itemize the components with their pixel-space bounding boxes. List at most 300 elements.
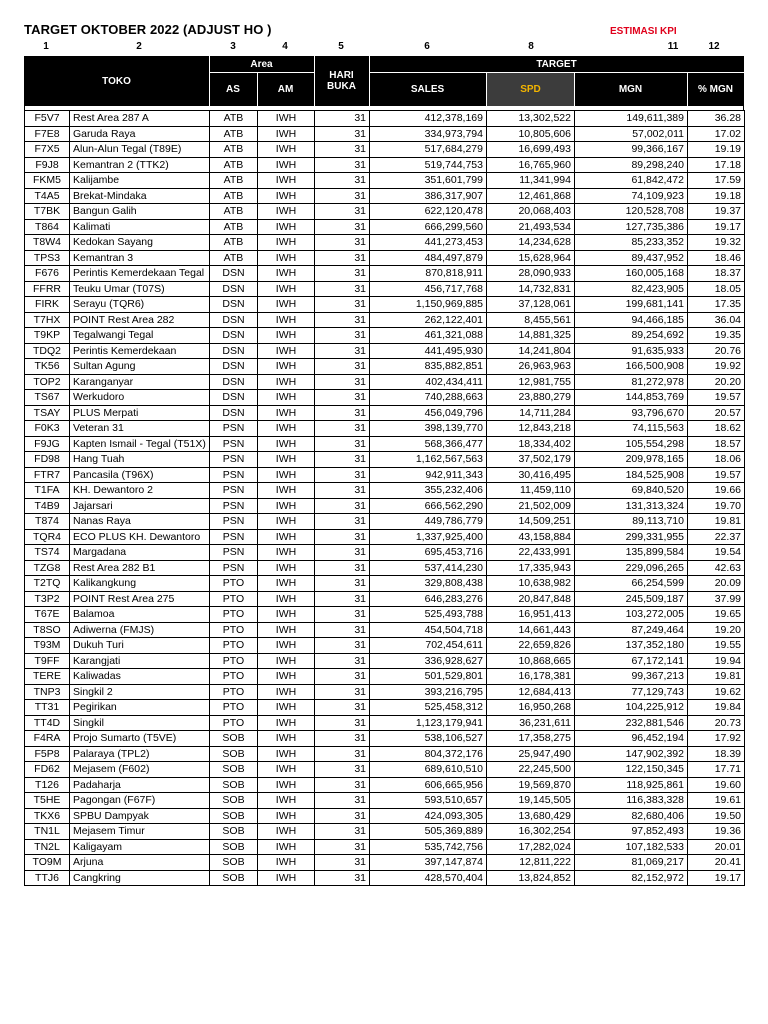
target-mgn: 149,611,389 <box>575 111 688 127</box>
target-pct-mgn: 18.37 <box>688 266 745 282</box>
store-name: Karangjati <box>70 653 210 669</box>
kpi-estimate-label: ESTIMASI KPI <box>610 26 677 37</box>
target-sales: 484,497,879 <box>370 250 487 266</box>
area-am: IWH <box>258 250 315 266</box>
target-spd: 22,659,826 <box>487 638 575 654</box>
target-pct-mgn: 19.81 <box>688 514 745 530</box>
table-row <box>25 498 745 514</box>
target-sales: 454,504,718 <box>370 622 487 638</box>
target-sales: 397,147,874 <box>370 855 487 871</box>
target-pct-mgn: 17.59 <box>688 173 745 189</box>
target-pct-mgn: 18.06 <box>688 452 745 468</box>
store-name: Brekat-Mindaka <box>70 188 210 204</box>
area-am: IWH <box>258 219 315 235</box>
target-spd: 16,950,268 <box>487 700 575 716</box>
store-code: T7HX <box>25 312 70 328</box>
target-mgn: 85,233,352 <box>575 235 688 251</box>
target-mgn: 81,069,217 <box>575 855 688 871</box>
area-am: IWH <box>258 839 315 855</box>
days-open: 31 <box>315 653 370 669</box>
table-row <box>25 343 745 359</box>
store-code: TQR4 <box>25 529 70 545</box>
header-divider <box>314 56 315 106</box>
target-sales: 393,216,795 <box>370 684 487 700</box>
target-sales: 689,610,510 <box>370 762 487 778</box>
table-row <box>25 142 745 158</box>
days-open: 31 <box>315 545 370 561</box>
target-spd: 14,711,284 <box>487 405 575 421</box>
table-row <box>25 483 745 499</box>
target-mgn: 89,113,710 <box>575 514 688 530</box>
area-am: IWH <box>258 746 315 762</box>
header-divider <box>257 72 258 106</box>
target-pct-mgn: 37.99 <box>688 591 745 607</box>
target-sales: 835,882,851 <box>370 359 487 375</box>
header-hari-buka-line1: HARI <box>329 70 354 81</box>
area-am: IWH <box>258 715 315 731</box>
target-mgn: 94,466,185 <box>575 312 688 328</box>
target-mgn: 99,367,213 <box>575 669 688 685</box>
target-pct-mgn: 22.37 <box>688 529 745 545</box>
store-name: Alun-Alun Tegal (T89E) <box>70 142 210 158</box>
table-row <box>25 126 745 142</box>
target-spd: 12,981,755 <box>487 374 575 390</box>
days-open: 31 <box>315 173 370 189</box>
days-open: 31 <box>315 312 370 328</box>
area-am: IWH <box>258 126 315 142</box>
table-row <box>25 793 745 809</box>
table-row <box>25 297 745 313</box>
target-pct-mgn: 19.61 <box>688 793 745 809</box>
days-open: 31 <box>315 855 370 871</box>
store-name: POINT Rest Area 275 <box>70 591 210 607</box>
area-as: SOB <box>210 824 258 840</box>
target-sales: 501,529,801 <box>370 669 487 685</box>
store-code: T93M <box>25 638 70 654</box>
area-as: PSN <box>210 467 258 483</box>
target-pct-mgn: 20.57 <box>688 405 745 421</box>
store-name: Padaharja <box>70 777 210 793</box>
days-open: 31 <box>315 684 370 700</box>
days-open: 31 <box>315 467 370 483</box>
days-open: 31 <box>315 390 370 406</box>
target-spd: 16,178,381 <box>487 669 575 685</box>
area-am: IWH <box>258 343 315 359</box>
target-pct-mgn: 19.65 <box>688 607 745 623</box>
target-pct-mgn: 17.02 <box>688 126 745 142</box>
target-pct-mgn: 19.37 <box>688 204 745 220</box>
days-open: 31 <box>315 405 370 421</box>
area-am: IWH <box>258 514 315 530</box>
target-mgn: 122,150,345 <box>575 762 688 778</box>
store-name: Perintis Kemerdekaan Tegal <box>70 266 210 282</box>
days-open: 31 <box>315 204 370 220</box>
column-number: 2 <box>136 41 142 52</box>
target-mgn: 137,352,180 <box>575 638 688 654</box>
store-name: Arjuna <box>70 855 210 871</box>
days-open: 31 <box>315 731 370 747</box>
area-am: IWH <box>258 111 315 127</box>
target-pct-mgn: 19.92 <box>688 359 745 375</box>
area-as: PSN <box>210 560 258 576</box>
area-as: PTO <box>210 684 258 700</box>
target-sales: 1,337,925,400 <box>370 529 487 545</box>
target-pct-mgn: 19.17 <box>688 870 745 886</box>
area-as: DSN <box>210 281 258 297</box>
days-open: 31 <box>315 622 370 638</box>
store-name: Hang Tuah <box>70 452 210 468</box>
target-spd: 12,811,222 <box>487 855 575 871</box>
target-pct-mgn: 20.20 <box>688 374 745 390</box>
target-pct-mgn: 19.84 <box>688 700 745 716</box>
store-code: F676 <box>25 266 70 282</box>
area-as: SOB <box>210 793 258 809</box>
table-row <box>25 576 745 592</box>
target-spd: 13,302,522 <box>487 111 575 127</box>
target-mgn: 87,249,464 <box>575 622 688 638</box>
store-name: Tegalwangi Tegal <box>70 328 210 344</box>
table-row <box>25 622 745 638</box>
header-spd: SPD <box>487 73 574 106</box>
table-row <box>25 281 745 297</box>
area-am: IWH <box>258 157 315 173</box>
store-name: Teuku Umar (T07S) <box>70 281 210 297</box>
table-row <box>25 219 745 235</box>
area-as: PSN <box>210 436 258 452</box>
area-as: PTO <box>210 607 258 623</box>
target-sales: 424,093,305 <box>370 808 487 824</box>
target-sales: 519,744,753 <box>370 157 487 173</box>
store-name: Singkil <box>70 715 210 731</box>
store-name: ECO PLUS KH. Dewantoro <box>70 529 210 545</box>
days-open: 31 <box>315 576 370 592</box>
target-pct-mgn: 19.36 <box>688 824 745 840</box>
target-sales: 336,928,627 <box>370 653 487 669</box>
area-as: ATB <box>210 219 258 235</box>
target-spd: 13,824,852 <box>487 870 575 886</box>
area-as: PSN <box>210 421 258 437</box>
store-code: F7E8 <box>25 126 70 142</box>
area-as: ATB <box>210 111 258 127</box>
target-sales: 412,378,169 <box>370 111 487 127</box>
target-sales: 386,317,907 <box>370 188 487 204</box>
table-row <box>25 374 745 390</box>
column-number: 6 <box>424 41 430 52</box>
target-sales: 606,665,956 <box>370 777 487 793</box>
target-mgn: 127,735,386 <box>575 219 688 235</box>
store-name: Serayu (TQR6) <box>70 297 210 313</box>
area-as: PSN <box>210 529 258 545</box>
sheet-title: TARGET OKTOBER 2022 (ADJUST HO ) <box>24 22 272 37</box>
header-hari-buka-line2: BUKA <box>327 81 356 92</box>
table-row <box>25 669 745 685</box>
target-pct-mgn: 19.94 <box>688 653 745 669</box>
table-row <box>25 762 745 778</box>
target-sales: 537,414,230 <box>370 560 487 576</box>
target-mgn: 61,842,472 <box>575 173 688 189</box>
target-pct-mgn: 20.73 <box>688 715 745 731</box>
target-sales: 695,453,716 <box>370 545 487 561</box>
area-as: PTO <box>210 638 258 654</box>
target-sales: 622,120,478 <box>370 204 487 220</box>
store-name: Kemantran 3 <box>70 250 210 266</box>
target-mgn: 107,182,533 <box>575 839 688 855</box>
days-open: 31 <box>315 219 370 235</box>
store-code: T864 <box>25 219 70 235</box>
target-pct-mgn: 17.71 <box>688 762 745 778</box>
header-hari-buka <box>314 56 369 106</box>
area-as: SOB <box>210 870 258 886</box>
store-name: Jajarsari <box>70 498 210 514</box>
days-open: 31 <box>315 266 370 282</box>
target-sales: 1,150,969,885 <box>370 297 487 313</box>
area-am: IWH <box>258 359 315 375</box>
target-pct-mgn: 18.46 <box>688 250 745 266</box>
header-area: Area <box>250 58 273 70</box>
days-open: 31 <box>315 483 370 499</box>
target-pct-mgn: 18.62 <box>688 421 745 437</box>
table-row <box>25 111 745 127</box>
header-divider <box>209 56 210 106</box>
days-open: 31 <box>315 126 370 142</box>
target-spd: 11,459,110 <box>487 483 575 499</box>
target-mgn: 82,680,406 <box>575 808 688 824</box>
area-as: PTO <box>210 715 258 731</box>
store-code: T2TQ <box>25 576 70 592</box>
area-am: IWH <box>258 545 315 561</box>
target-spd: 17,358,275 <box>487 731 575 747</box>
store-code: TPS3 <box>25 250 70 266</box>
target-sales: 740,288,663 <box>370 390 487 406</box>
area-as: ATB <box>210 157 258 173</box>
target-pct-mgn: 19.18 <box>688 188 745 204</box>
table-row <box>25 421 745 437</box>
target-pct-mgn: 19.20 <box>688 622 745 638</box>
store-name: Palaraya (TPL2) <box>70 746 210 762</box>
store-code: F9JG <box>25 436 70 452</box>
target-mgn: 209,978,165 <box>575 452 688 468</box>
table-row <box>25 359 745 375</box>
store-code: TDQ2 <box>25 343 70 359</box>
area-as: SOB <box>210 839 258 855</box>
area-am: IWH <box>258 405 315 421</box>
target-pct-mgn: 20.76 <box>688 343 745 359</box>
store-name: Kemantran 2 (TTK2) <box>70 157 210 173</box>
store-name: Kalikangkung <box>70 576 210 592</box>
target-pct-mgn: 18.05 <box>688 281 745 297</box>
header-target: TARGET <box>536 58 577 70</box>
store-name: Rest Area 282 B1 <box>70 560 210 576</box>
target-pct-mgn: 19.81 <box>688 669 745 685</box>
target-mgn: 104,225,912 <box>575 700 688 716</box>
table-row <box>25 607 745 623</box>
target-spd: 13,680,429 <box>487 808 575 824</box>
table-header <box>24 56 744 106</box>
days-open: 31 <box>315 638 370 654</box>
target-spd: 22,245,500 <box>487 762 575 778</box>
table-row <box>25 188 745 204</box>
area-as: DSN <box>210 312 258 328</box>
target-mgn: 135,899,584 <box>575 545 688 561</box>
days-open: 31 <box>315 436 370 452</box>
target-spd: 22,433,991 <box>487 545 575 561</box>
area-am: IWH <box>258 297 315 313</box>
target-pct-mgn: 20.01 <box>688 839 745 855</box>
store-name: Veteran 31 <box>70 421 210 437</box>
target-spd: 28,090,933 <box>487 266 575 282</box>
target-mgn: 93,796,670 <box>575 405 688 421</box>
table-row <box>25 514 745 530</box>
header-sales: SALES <box>410 84 445 95</box>
area-am: IWH <box>258 700 315 716</box>
area-am: IWH <box>258 762 315 778</box>
store-code: FKM5 <box>25 173 70 189</box>
target-pct-mgn: 19.19 <box>688 142 745 158</box>
target-spd: 10,868,665 <box>487 653 575 669</box>
area-am: IWH <box>258 638 315 654</box>
area-am: IWH <box>258 312 315 328</box>
header-divider <box>369 56 370 106</box>
store-name: Kedokan Sayang <box>70 235 210 251</box>
table-row <box>25 328 745 344</box>
target-spd: 16,951,413 <box>487 607 575 623</box>
target-spd: 30,416,495 <box>487 467 575 483</box>
target-spd: 17,335,943 <box>487 560 575 576</box>
target-spd: 21,493,534 <box>487 219 575 235</box>
area-as: SOB <box>210 746 258 762</box>
table-body <box>25 111 745 886</box>
days-open: 31 <box>315 591 370 607</box>
target-pct-mgn: 19.66 <box>688 483 745 499</box>
target-sales: 1,162,567,563 <box>370 452 487 468</box>
area-as: ATB <box>210 204 258 220</box>
table-row <box>25 839 745 855</box>
target-spd: 10,638,982 <box>487 576 575 592</box>
days-open: 31 <box>315 452 370 468</box>
area-as: PTO <box>210 576 258 592</box>
column-number: 11 <box>667 41 679 52</box>
area-am: IWH <box>258 452 315 468</box>
target-spd: 19,145,505 <box>487 793 575 809</box>
target-pct-mgn: 19.57 <box>688 390 745 406</box>
target-mgn: 91,635,933 <box>575 343 688 359</box>
area-as: PSN <box>210 452 258 468</box>
store-code: F5P8 <box>25 746 70 762</box>
store-code: FTR7 <box>25 467 70 483</box>
target-spd: 20,847,848 <box>487 591 575 607</box>
target-mgn: 120,528,708 <box>575 204 688 220</box>
target-sales: 334,973,794 <box>370 126 487 142</box>
store-name: Perintis Kemerdekaan <box>70 343 210 359</box>
area-as: DSN <box>210 390 258 406</box>
target-sales: 355,232,406 <box>370 483 487 499</box>
table-row <box>25 808 745 824</box>
store-name: Kaligayam <box>70 839 210 855</box>
store-code: T9FF <box>25 653 70 669</box>
target-mgn: 166,500,908 <box>575 359 688 375</box>
target-spd: 12,843,218 <box>487 421 575 437</box>
area-am: IWH <box>258 653 315 669</box>
target-table <box>24 110 745 886</box>
table-row <box>25 560 745 576</box>
target-pct-mgn: 19.57 <box>688 467 745 483</box>
area-am: IWH <box>258 560 315 576</box>
target-pct-mgn: 17.92 <box>688 731 745 747</box>
days-open: 31 <box>315 142 370 158</box>
area-am: IWH <box>258 173 315 189</box>
store-code: T9KP <box>25 328 70 344</box>
target-pct-mgn: 20.09 <box>688 576 745 592</box>
header-divider <box>687 72 688 106</box>
table-row <box>25 545 745 561</box>
days-open: 31 <box>315 870 370 886</box>
column-number: 8 <box>528 41 534 52</box>
target-sales: 942,911,343 <box>370 467 487 483</box>
table-row <box>25 467 745 483</box>
store-code: F5V7 <box>25 111 70 127</box>
area-am: IWH <box>258 576 315 592</box>
area-am: IWH <box>258 328 315 344</box>
table-row <box>25 777 745 793</box>
column-number: 4 <box>282 41 288 52</box>
target-pct-mgn: 17.35 <box>688 297 745 313</box>
area-as: ATB <box>210 173 258 189</box>
target-spd: 18,334,402 <box>487 436 575 452</box>
area-as: SOB <box>210 777 258 793</box>
header-mgn: MGN <box>618 84 643 95</box>
store-code: FD98 <box>25 452 70 468</box>
table-row <box>25 855 745 871</box>
target-sales: 505,369,889 <box>370 824 487 840</box>
target-sales: 870,818,911 <box>370 266 487 282</box>
store-name: Cangkring <box>70 870 210 886</box>
area-am: IWH <box>258 870 315 886</box>
store-code: TN2L <box>25 839 70 855</box>
area-as: DSN <box>210 328 258 344</box>
store-code: T8W4 <box>25 235 70 251</box>
store-code: T5HE <box>25 793 70 809</box>
store-code: TKX6 <box>25 808 70 824</box>
store-code: TNP3 <box>25 684 70 700</box>
target-sales: 456,049,796 <box>370 405 487 421</box>
days-open: 31 <box>315 514 370 530</box>
target-pct-mgn: 19.55 <box>688 638 745 654</box>
area-as: PSN <box>210 498 258 514</box>
area-am: IWH <box>258 421 315 437</box>
days-open: 31 <box>315 421 370 437</box>
store-name: Kaliwadas <box>70 669 210 685</box>
store-code: TO9M <box>25 855 70 871</box>
target-spd: 23,880,279 <box>487 390 575 406</box>
target-mgn: 74,115,563 <box>575 421 688 437</box>
target-sales: 441,273,453 <box>370 235 487 251</box>
store-code: TERE <box>25 669 70 685</box>
area-am: IWH <box>258 777 315 793</box>
store-name: Pegirikan <box>70 700 210 716</box>
header-as: AS <box>226 84 240 95</box>
area-as: SOB <box>210 731 258 747</box>
store-code: TN1L <box>25 824 70 840</box>
target-mgn: 82,423,905 <box>575 281 688 297</box>
target-sales: 535,742,756 <box>370 839 487 855</box>
area-am: IWH <box>258 808 315 824</box>
target-pct-mgn: 19.32 <box>688 235 745 251</box>
target-mgn: 66,254,599 <box>575 576 688 592</box>
days-open: 31 <box>315 762 370 778</box>
table-row <box>25 157 745 173</box>
target-mgn: 89,298,240 <box>575 157 688 173</box>
target-mgn: 99,366,167 <box>575 142 688 158</box>
